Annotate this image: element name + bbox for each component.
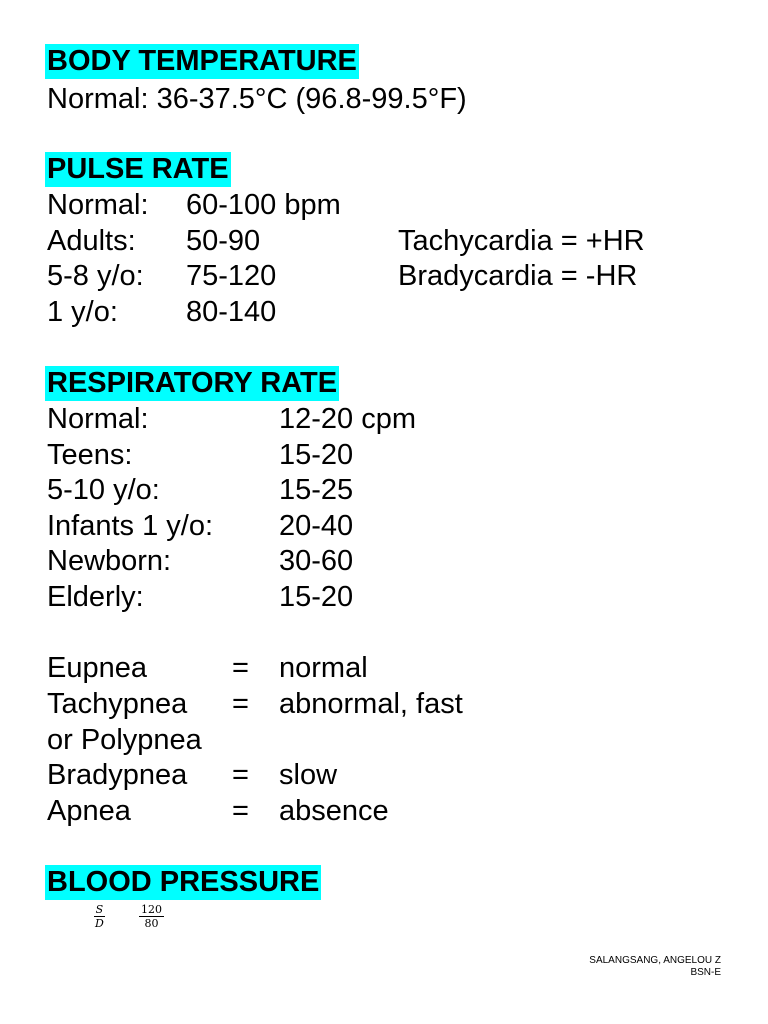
term-name: or Polypnea [47, 724, 202, 756]
respiratory-label: Newborn: [47, 545, 172, 577]
term-equals: = [232, 688, 249, 720]
pulse-label: 5-8 y/o: [47, 260, 144, 292]
pulse-label: Normal: [47, 189, 149, 221]
body-temperature-heading: BODY TEMPERATURE [47, 45, 357, 77]
term-name: Eupnea [47, 652, 147, 684]
respiratory-value: 15-25 [279, 474, 354, 506]
term-name: Bradypnea [47, 759, 188, 791]
pulse-note: Tachycardia = +HR [398, 225, 645, 257]
respiratory-value: 15-20 [279, 439, 354, 471]
author-section: BSN-E [690, 967, 721, 978]
fraction-denominator: D [95, 917, 104, 930]
respiratory-value: 15-20 [279, 581, 354, 613]
systolic-diastolic-fraction [93, 903, 106, 930]
blood-pressure-heading: BLOOD PRESSURE [47, 866, 320, 898]
fraction-denominator: 80 [144, 917, 159, 930]
term-equals: = [232, 759, 249, 791]
body-temperature-normal: Normal: 36-37.5°C (96.8-99.5°F) [47, 83, 467, 115]
author-footer [589, 955, 721, 979]
respiratory-rate-heading: RESPIRATORY RATE [47, 367, 338, 399]
respiratory-label: Teens: [47, 439, 133, 471]
term-name: Apnea [47, 795, 131, 827]
term-meaning: slow [279, 759, 338, 791]
fraction-numerator: S [95, 903, 104, 916]
pulse-value: 50-90 [186, 225, 261, 257]
pulse-value: 75-120 [186, 260, 277, 292]
pulse-value: 60-100 bpm [186, 189, 341, 221]
term-equals: = [232, 652, 249, 684]
respiratory-label: 5-10 y/o: [47, 474, 160, 506]
term-meaning: abnormal, fast [279, 688, 463, 720]
term-meaning: normal [279, 652, 368, 684]
respiratory-value: 30-60 [279, 545, 354, 577]
author-name: SALANGSANG, ANGELOU Z [589, 955, 721, 966]
pulse-value: 80-140 [186, 296, 277, 328]
respiratory-label: Infants 1 y/o: [47, 510, 214, 542]
term-meaning: absence [279, 795, 389, 827]
pulse-rate-heading: PULSE RATE [47, 153, 229, 185]
fraction-numerator: 120 [141, 903, 162, 916]
respiratory-label: Elderly: [47, 581, 144, 613]
respiratory-label: Normal: [47, 403, 149, 435]
pulse-label: Adults: [47, 225, 136, 257]
term-name: Tachypnea [47, 688, 188, 720]
term-equals: = [232, 795, 249, 827]
bp-value-fraction [139, 903, 164, 930]
pulse-label: 1 y/o: [47, 296, 118, 328]
respiratory-value: 12-20 cpm [279, 403, 417, 435]
respiratory-value: 20-40 [279, 510, 354, 542]
pulse-note: Bradycardia = -HR [398, 260, 638, 292]
